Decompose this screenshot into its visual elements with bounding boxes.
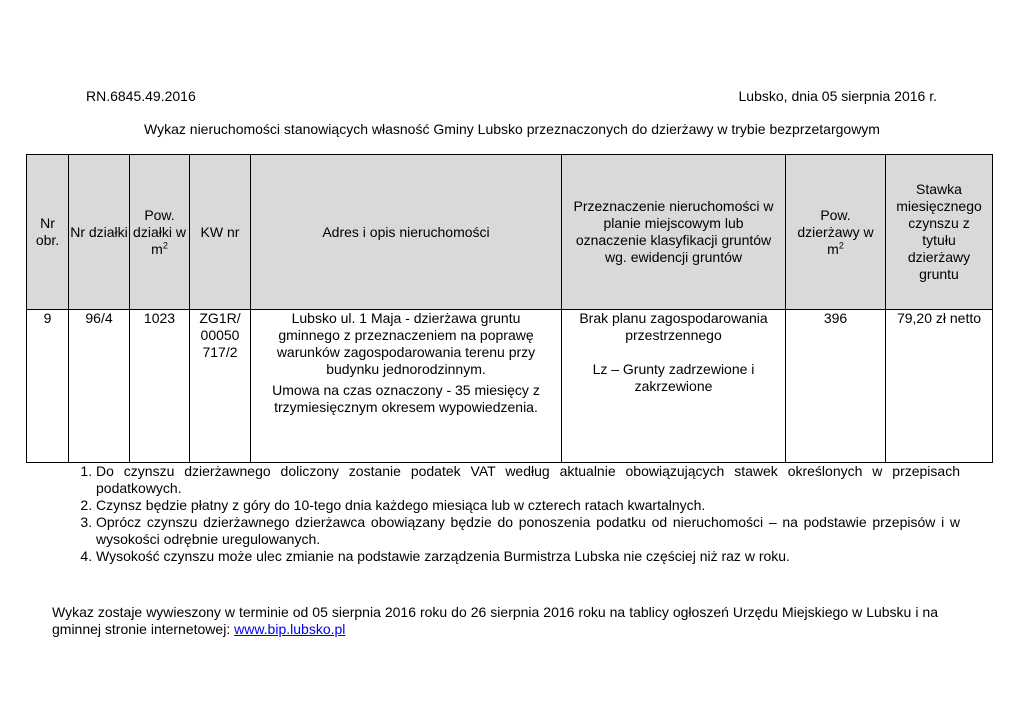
cell-nr-dzialki: 96/4 [69,310,130,463]
address-description: Lubsko ul. 1 Maja - dzierżawa gruntu gminnego z przeznaczeniem na poprawę warunków zagospodarowania terenu przy budynku jednorodzinnym. [276,310,536,377]
note-item: 4. Wysokość czynszu może ulec zmianie na podstawie zarządzenia Burmistrza Lubska nie częściej niż raz w roku. [96,548,960,565]
header-stawka: Stawka miesięcznego czynszu z tytułu dzierżawy gruntu [886,155,993,310]
land-classification: Lz – Grunty zadrzewione i zakrzewione [592,361,755,394]
document-title: Wykaz nieruchomości stanowiących własność Gminy Lubsko przeznaczonych do dzierżawy w trybie bezprzetargowym [144,121,880,137]
header-przeznaczenie: Przeznaczenie nieruchomości w planie miejscowym lub oznaczenie klasyfikacji gruntów wg. ewidencji gruntów [562,155,786,310]
header-nr-obr: Nr obr. [27,155,69,310]
header-nr-dzialki: Nr działki [69,155,130,310]
document-reference: RN.6845.49.2016 [86,88,196,104]
place-and-date: Lubsko, dnia 05 sierpnia 2016 r. [738,88,937,104]
cell-pow-dzierzawy: 396 [786,310,886,463]
note-item: 3. Oprócz czynszu dzierżawnego dzierżawca obowiązany będzie do ponoszenia podatku od nieruchomości – na podstawie przepisów i w wysokości odrębnie uregulowanych. [96,514,960,548]
zoning-plan-status: Brak planu zagospodarowania przestrzennego [579,310,768,343]
cell-pow-dzialki: 1023 [130,310,190,463]
notes-list [74,463,960,565]
header-pow-dzialki: Pow. działki w $m^2$ [130,155,190,310]
cell-adres [251,310,562,463]
header-kw-nr: KW nr [190,155,251,310]
header-adres: Adres i opis nieruchomości [251,155,562,310]
lease-term: Umowa na czas oznaczony - 35 miesięcy z trzymiesięcznym okresem wypowiedzenia. [272,382,540,415]
posting-notice-text: Wykaz zostaje wywieszony w terminie od 05 sierpnia 2016 roku do 26 sierpnia 2016 roku na tablicy ogłoszeń Urzędu Miejskiego w Lubsku i na gminnej stronie internetowej: [52,604,938,637]
table-row [27,310,993,463]
cell-przeznaczenie [562,310,786,463]
bip-link[interactable]: www.bip.lubsko.pl [234,621,346,637]
cell-kw-nr: ZG1R/ 00050 717/2 [190,310,251,463]
note-item: 2. Czynsz będzie płatny z góry do 10-tego dnia każdego miesiąca lub w czterech ratach kwartalnych. [96,497,960,514]
cell-nr-obr: 9 [27,310,69,463]
cell-stawka: 79,20 zł netto [886,310,993,463]
header-pow-dzierzawy: Pow. dzierżawy w $m^2$ [786,155,886,310]
note-item: 1. Do czynszu dzierżawnego doliczony zostanie podatek VAT według aktualnie obowiązujących stawek określonych w przepisach podatkowych. [96,463,960,497]
table-header-row [27,155,993,310]
property-table [26,154,993,463]
posting-notice [52,604,938,638]
